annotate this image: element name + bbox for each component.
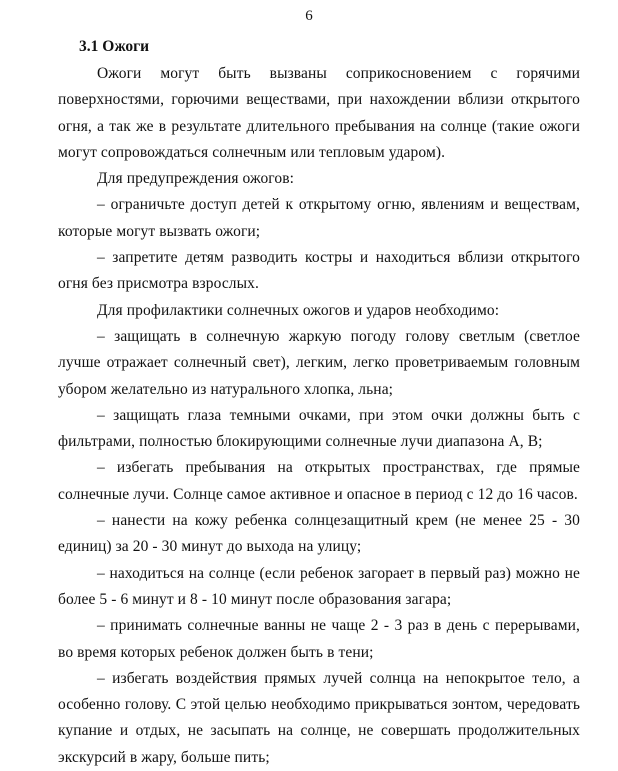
list-item-sun-time: – находиться на солнце (если ребенок загорает в первый раз) можно не более 5 - 6 минут и 8 - 10 минут после образования загара; <box>58 564 580 608</box>
body-text <box>58 61 580 771</box>
list-item-sunscreen: – нанести на кожу ребенка солнцезащитный крем (не менее 25 - 30 единиц) за 20 - 30 минут до выхода на улицу; <box>58 512 580 556</box>
list-item-protect-head: – защищать в солнечную жаркую погоду голову светлым (светлое лучше отражает солнечный свет), легким, легко проветриваемым головным убором желательно из натурального хлопка, льна; <box>58 327 580 398</box>
list-item-protect-eyes: – защищать глаза темными очками, при этом очки должны быть с фильтрами, полностью блокирующими солнечные лучи диапазона А, В; <box>58 406 580 451</box>
list-item-sunbathing: – принимать солнечные ванны не чаще 2 - 3 раз в день с перерывами, во время которых ребенок должен быть в тени; <box>58 617 580 661</box>
paragraph-sunburn-prevention-heading: Для профилактики солнечных ожогов и ударов необходимо: <box>97 301 500 319</box>
section-heading: 3.1 Ожоги <box>79 38 150 55</box>
list-item-no-fires: – запретите детям разводить костры и находиться вблизи открытого огня без присмотра взрослых. <box>58 249 580 293</box>
paragraph-prevention-heading: Для предупреждения ожогов: <box>97 170 295 188</box>
list-item-limit-access: – ограничьте доступ детей к открытому огню, явлениям и веществам, которые могут вызвать ожоги; <box>58 196 580 240</box>
list-item-avoid-open-spaces: – избегать пребывания на открытых пространствах, где прямые солнечные лучи. Солнце самое активное и опасное в период с 12 до 16 часов. <box>58 459 580 503</box>
paragraph-intro: Ожоги могут быть вызваны соприкосновением с горячими поверхностями, горючими веществами, при нахождении вблизи открытого огня, а так же в результате длительного пребывания на солнце (такие ожоги могут сопровождаться солнечным или тепловым ударом). <box>58 65 580 161</box>
list-item-avoid-direct-sun: – избегать воздействия прямых лучей солнца на непокрытое тело, а особенно голову. С этой целью необходимо прикрываться зонтом, чередовать купание и отдых, не засыпать на солнце, не совершать продолжительных экскурсий в жару, больше пить; <box>58 669 580 766</box>
page-number: 6 <box>305 8 313 24</box>
